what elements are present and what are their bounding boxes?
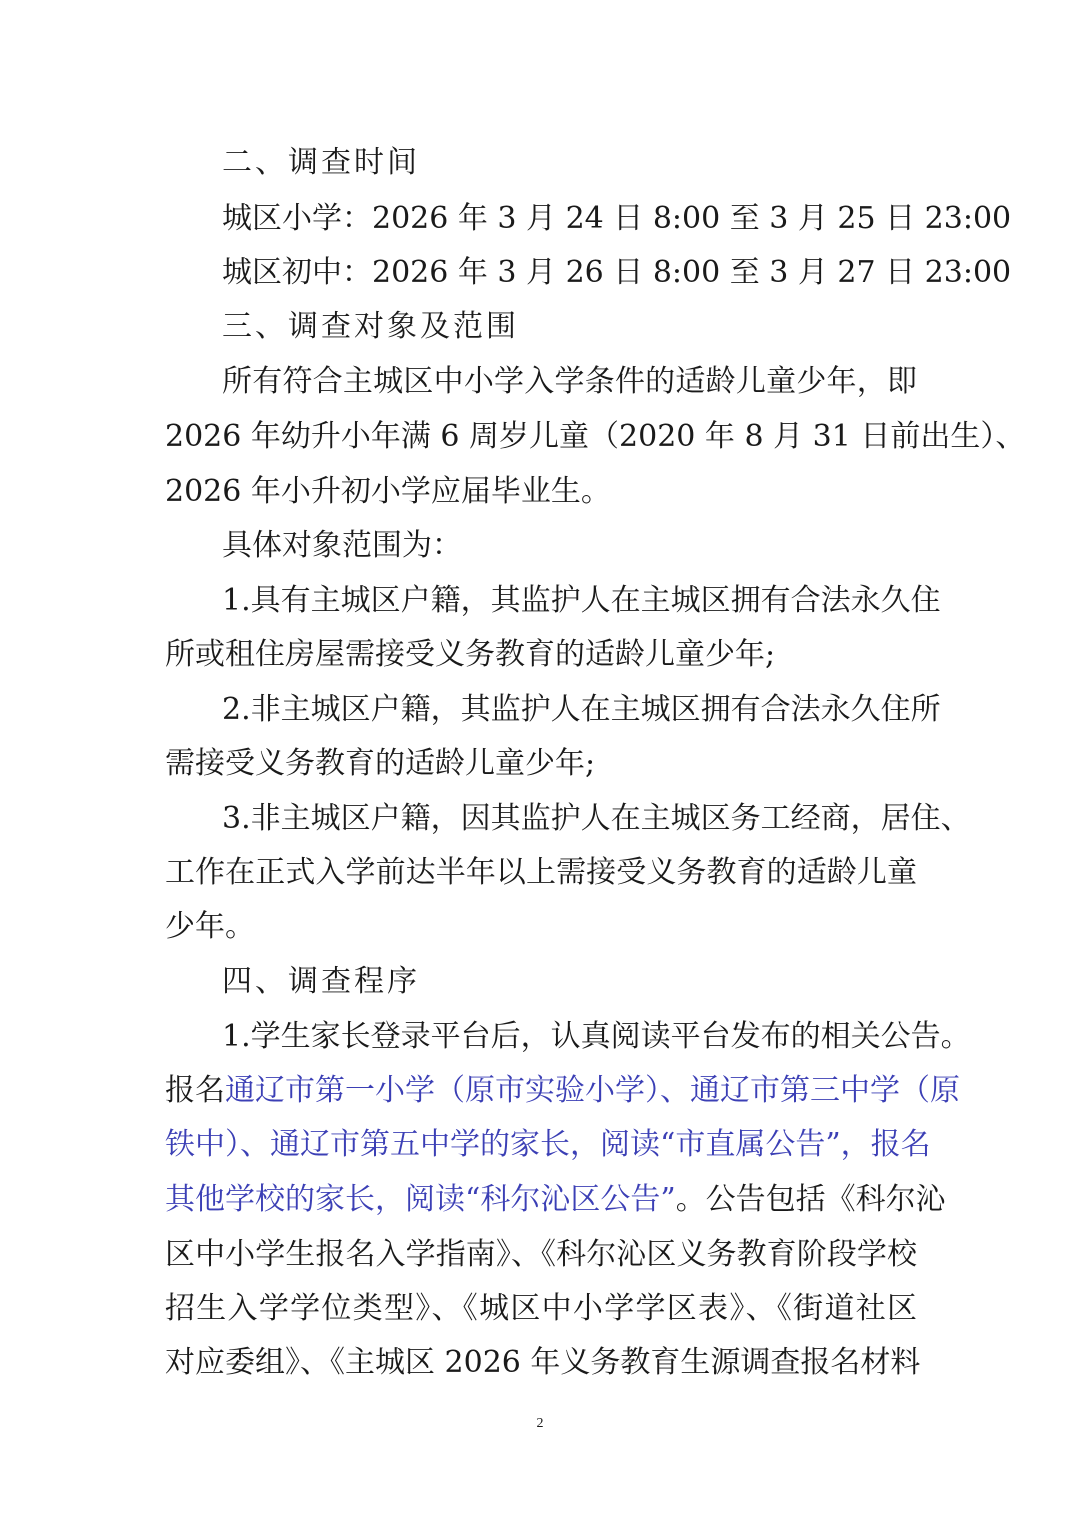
procedure-line-with-district-notice (165, 1173, 946, 1227)
scope-item-3-line: 3.非主城区户籍，因其监护人在主城区务工经商，居住、 (222, 801, 971, 836)
scope-item-2-line: 2.非主城区户籍，其监护人在主城区拥有合法永久住所 (222, 692, 941, 727)
highlighted-school-names: 通辽市第一小学（原市实验小学）、通辽市第三中学（原 (225, 1073, 960, 1108)
procedure-line-with-schools (165, 1064, 960, 1118)
procedure-notice-list-line: 招生入学学位类型》、《城区中小学学区表》、《街道社区 (165, 1291, 917, 1326)
scope-label: 具体对象范围为： (222, 528, 462, 563)
procedure-text: 。公告包括《科尔沁 (675, 1182, 946, 1217)
scope-intro-line: 2026 年幼升小年满 6 周岁儿童（2020 年 8 月 31 日前出生）、 (165, 419, 1026, 454)
scope-item-1-line: 1.具有主城区户籍，其监护人在主城区拥有合法永久住 (222, 583, 941, 618)
section-heading-survey-scope: 三、调查对象及范围 (222, 309, 519, 344)
procedure-notice-list-line: 对应委组》、《主城区 2026 年义务教育生源调查报名材料 (165, 1345, 921, 1380)
highlighted-district-notice: 其他学校的家长，阅读“科尔沁区公告” (165, 1182, 676, 1217)
section-heading-survey-procedure: 四、调查程序 (222, 964, 420, 999)
primary-school-time: 城区小学：2026 年 3 月 24 日 8:00 至 3 月 25 日 23:00 (222, 201, 1012, 236)
procedure-step-1-line: 1.学生家长登录平台后，认真阅读平台发布的相关公告。 (222, 1019, 971, 1054)
scope-intro-line: 2026 年小升初小学应届毕业生。 (165, 474, 611, 509)
scope-item-1-line: 所或租住房屋需接受义务教育的适龄儿童少年; (165, 637, 776, 672)
section-heading-survey-time: 二、调查时间 (222, 145, 420, 180)
page-number: 2 (536, 1416, 544, 1431)
highlighted-notice-line: 铁中）、通辽市第五中学的家长，阅读“市直属公告”，报名 (165, 1127, 931, 1162)
middle-school-time: 城区初中：2026 年 3 月 26 日 8:00 至 3 月 27 日 23:00 (222, 255, 1012, 290)
scope-item-3-line: 少年。 (165, 909, 255, 944)
procedure-notice-list-line: 区中小学生报名入学指南》、《科尔沁区义务教育阶段学校 (165, 1237, 917, 1272)
scope-item-3-line: 工作在正式入学前达半年以上需接受义务教育的适龄儿童 (165, 855, 917, 890)
scope-item-2-line: 需接受义务教育的适龄儿童少年; (165, 746, 596, 781)
procedure-text: 报名 (165, 1073, 225, 1108)
scope-intro-line: 所有符合主城区中小学入学条件的适龄儿童少年，即 (222, 364, 917, 399)
